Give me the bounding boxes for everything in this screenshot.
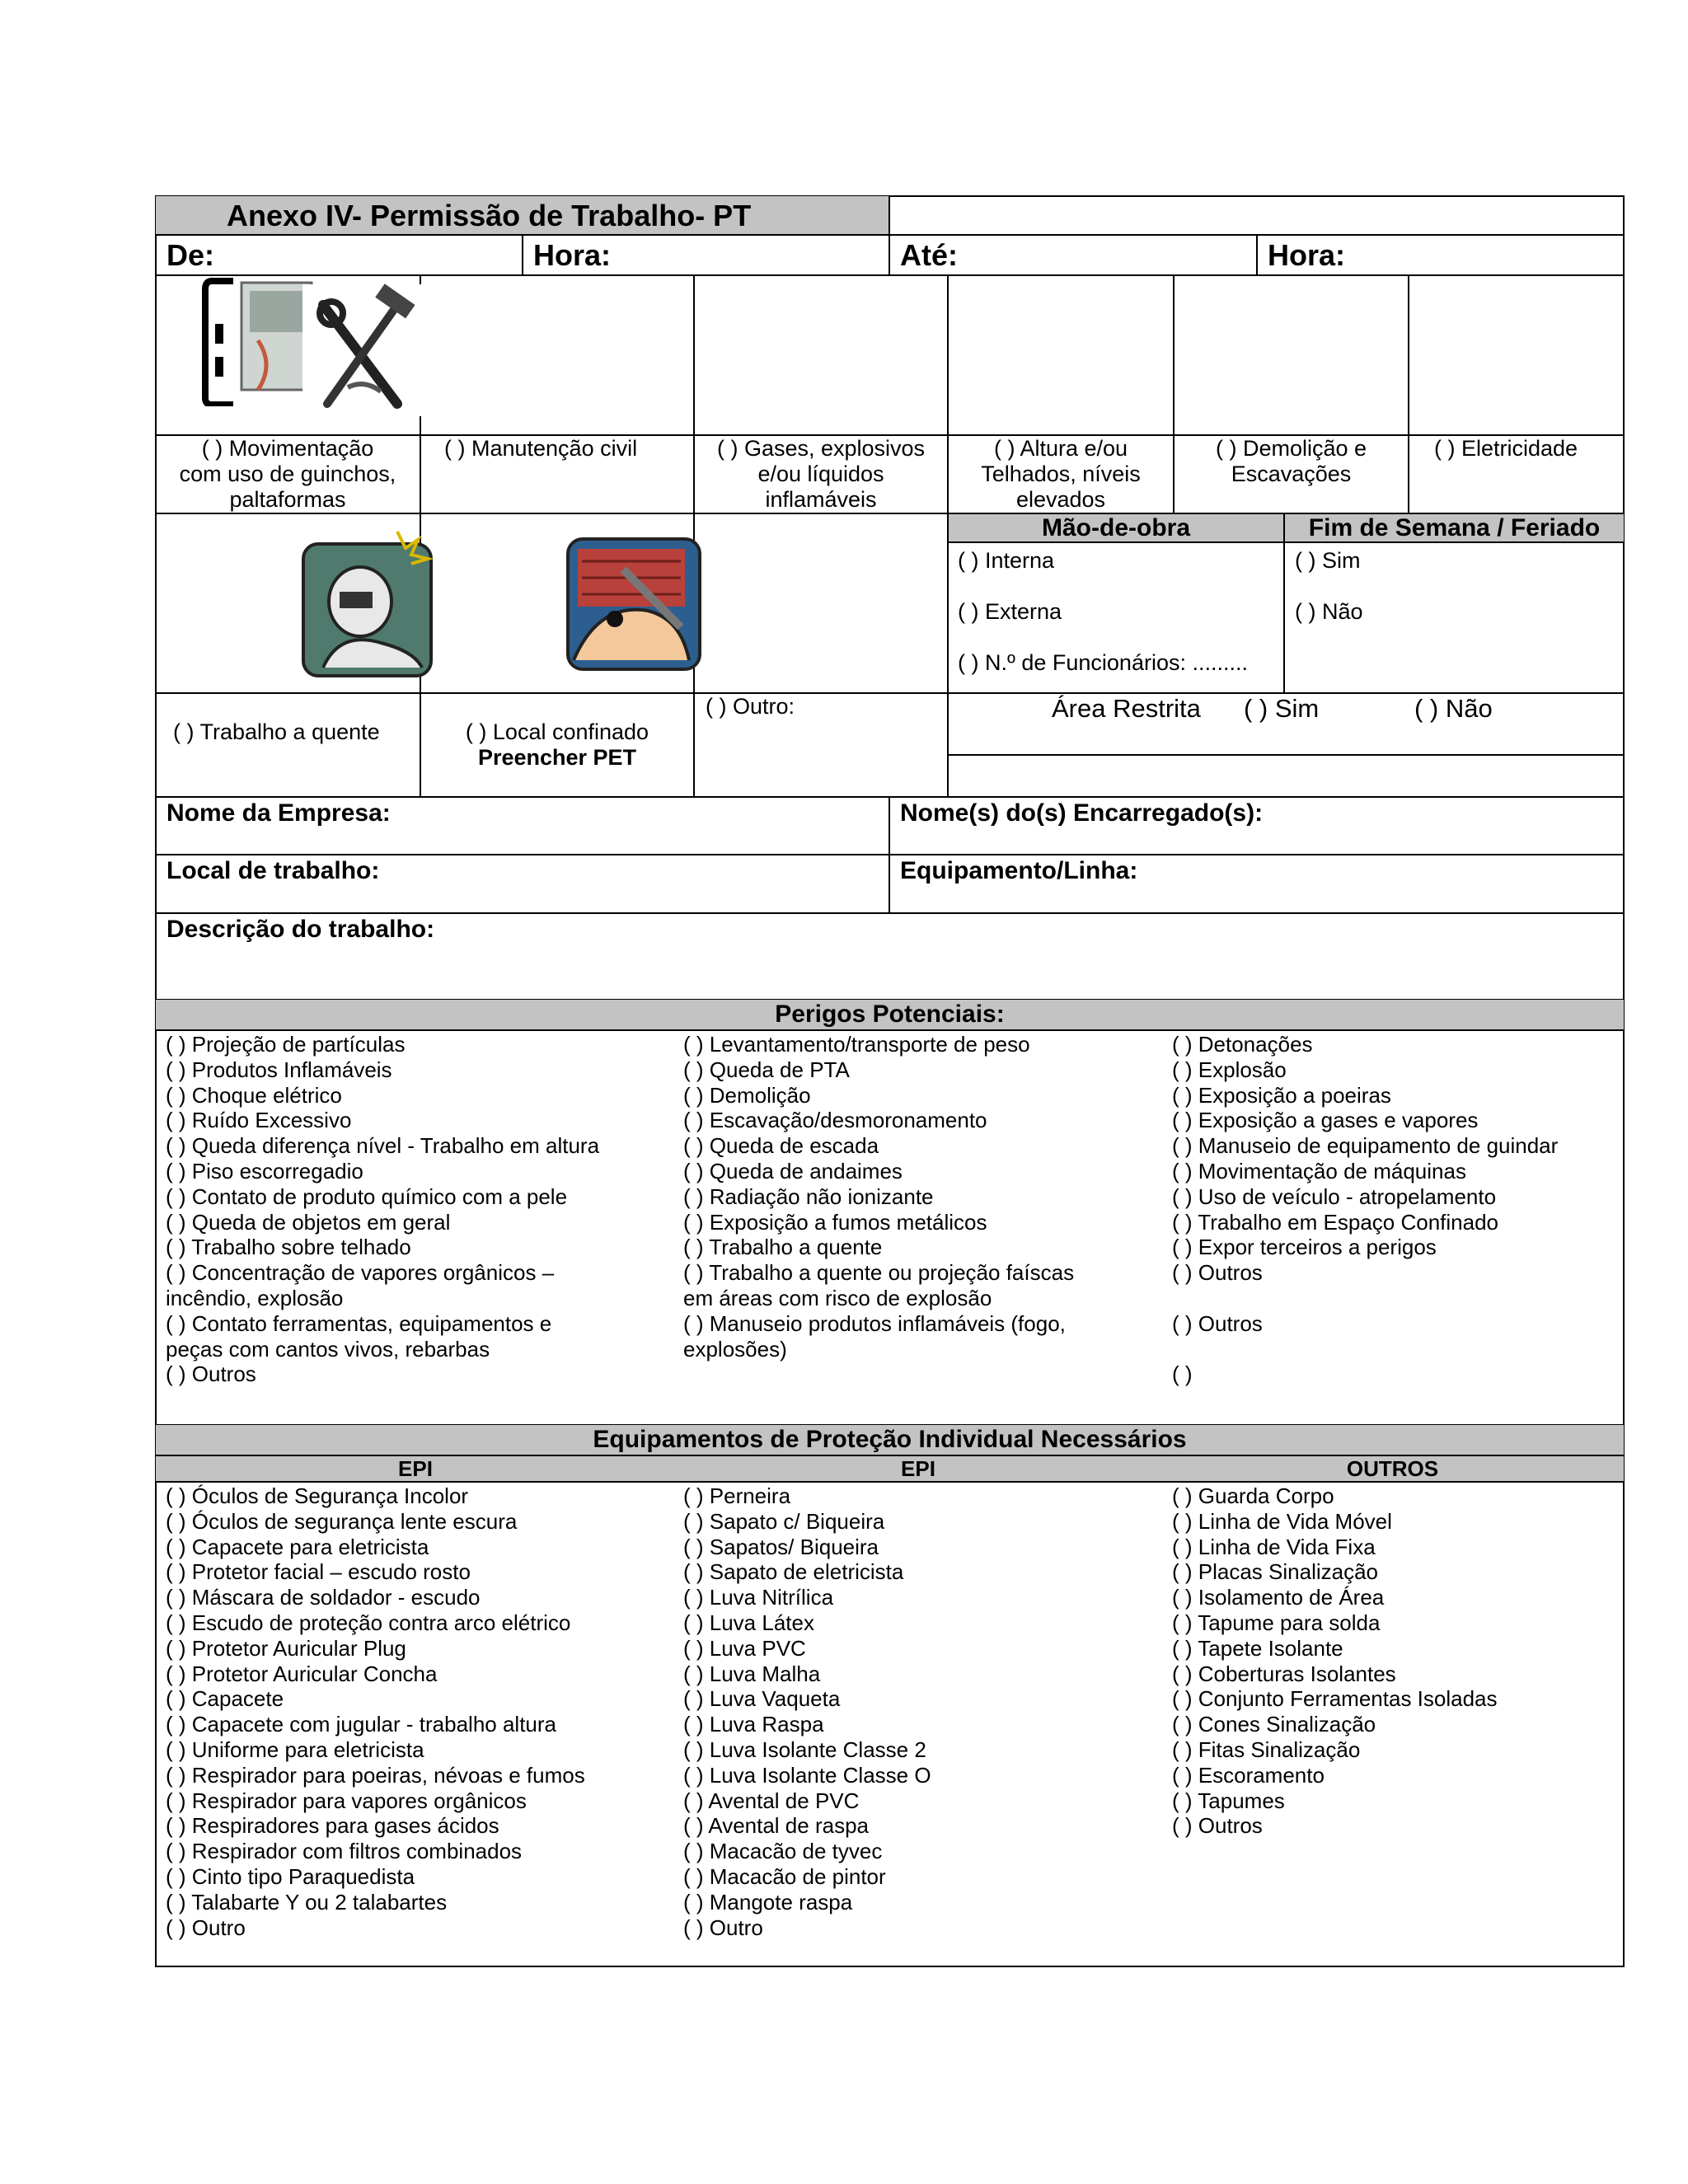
epi-item: ( ) Óculos de Segurança Incolor bbox=[166, 1483, 469, 1508]
epi-item: ( ) Luva Nitrílica bbox=[683, 1585, 834, 1610]
epi-item: ( ) Sapato de eletricista bbox=[683, 1559, 904, 1585]
epi-item: ( ) Avental de PVC bbox=[683, 1788, 860, 1813]
hazard-item: ( ) Contato ferramentas, equipamentos e bbox=[166, 1310, 552, 1336]
area-restrita-nao: ( ) Não bbox=[1414, 694, 1493, 723]
epi-item: ( ) Conjunto Ferramentas Isoladas bbox=[1172, 1686, 1498, 1712]
area-restrita-sim: ( ) Sim bbox=[1244, 694, 1320, 723]
epi-item: ( ) Outros bbox=[1172, 1813, 1263, 1839]
hazard-item: peças com cantos vivos, rebarbas bbox=[166, 1336, 490, 1361]
epi-item: ( ) Luva Isolante Classe O bbox=[683, 1762, 931, 1788]
activity-altura-label-3: elevados bbox=[1015, 487, 1106, 512]
hazard-item: ( ) Exposição a fumos metálicos bbox=[683, 1209, 987, 1235]
page-title: Anexo IV- Permissão de Trabalho- PT bbox=[227, 199, 752, 232]
epi-item: ( ) Tapete Isolante bbox=[1172, 1635, 1343, 1661]
label-de: De: bbox=[166, 238, 215, 272]
epi-item: ( ) Respirador com filtros combinados bbox=[166, 1839, 523, 1864]
hazard-item: ( ) Manuseio produtos inflamáveis (fogo, bbox=[683, 1310, 1066, 1336]
epi-item: ( ) Escoramento bbox=[1172, 1762, 1325, 1788]
epi-item: ( ) Placas Sinalização bbox=[1172, 1559, 1378, 1585]
hazard-item: ( ) Uso de veículo - atropelamento bbox=[1172, 1183, 1497, 1209]
epi-item: ( ) Protetor Auricular Concha bbox=[166, 1661, 438, 1686]
epi-item: ( ) Respirador para vapores orgânicos bbox=[166, 1788, 527, 1813]
epi-item: ( ) Luva Látex bbox=[683, 1610, 814, 1635]
epi-item: ( ) Perneira bbox=[683, 1483, 791, 1508]
epi-col3-head: OUTROS bbox=[1346, 1456, 1439, 1481]
hazard-item: ( ) Contato de produto químico com a pele bbox=[166, 1183, 568, 1209]
epi-item: ( ) Sapatos/ Biqueira bbox=[683, 1534, 879, 1559]
activity-altura-label-1: ( ) Altura e/ou bbox=[993, 436, 1128, 461]
confined-space-icon bbox=[565, 537, 706, 673]
hazard-item: ( ) Escavação/desmoronamento bbox=[683, 1108, 987, 1133]
mao-de-obra-funcionarios: ( ) N.º de Funcionários: ......... bbox=[958, 650, 1248, 675]
epi-item: ( ) Protetor Auricular Plug bbox=[166, 1635, 406, 1661]
activity-gases-label-2: e/ou líquidos bbox=[757, 462, 884, 486]
fim-de-semana-nao: ( ) Não bbox=[1295, 599, 1363, 624]
epi-item: ( ) Guarda Corpo bbox=[1172, 1483, 1334, 1508]
hazard-item: ( ) Queda de objetos em geral bbox=[166, 1209, 451, 1235]
hazard-item: ( ) Outros bbox=[1172, 1260, 1263, 1286]
activity-demolicao-label-2: Escavações bbox=[1231, 462, 1352, 486]
epi-item: ( ) Linha de Vida Fixa bbox=[1172, 1534, 1376, 1559]
activity-local-confinado-note: Preencher PET bbox=[477, 745, 637, 770]
hazard-item: ( ) Trabalho em Espaço Confinado bbox=[1172, 1209, 1498, 1235]
hazard-item: ( ) Queda de PTA bbox=[683, 1057, 850, 1082]
hazard-item: ( ) Radiação não ionizante bbox=[683, 1183, 934, 1209]
perigos-title: Perigos Potenciais: bbox=[775, 1001, 1005, 1028]
epi-title: Equipamentos de Proteção Individual Necessários bbox=[593, 1426, 1187, 1453]
epi-col1-head: EPI bbox=[398, 1456, 433, 1481]
hazard-item: ( ) Concentração de vapores orgânicos – bbox=[166, 1260, 555, 1286]
hazard-item: ( ) Outros bbox=[1172, 1310, 1263, 1336]
activity-demolicao-label-1: ( ) Demolição e bbox=[1215, 436, 1367, 461]
fim-de-semana-sim: ( ) Sim bbox=[1295, 548, 1361, 573]
field-equipamento-linha: Equipamento/Linha: bbox=[900, 857, 1138, 884]
epi-item: ( ) Máscara de soldador - escudo bbox=[166, 1585, 481, 1610]
hazard-item: ( ) Expor terceiros a perigos bbox=[1172, 1235, 1437, 1260]
activity-trabalho-quente-label: ( ) Trabalho a quente bbox=[173, 719, 380, 744]
hazard-item: ( ) Outros bbox=[166, 1361, 256, 1387]
mao-de-obra-title: Mão-de-obra bbox=[1042, 514, 1190, 541]
epi-item: ( ) Macacão de pintor bbox=[683, 1864, 886, 1889]
epi-item: ( ) Talabarte Y ou 2 talabartes bbox=[166, 1889, 448, 1915]
epi-item: ( ) Escudo de proteção contra arco elétrico bbox=[166, 1610, 571, 1635]
activity-movimentacao-label-3: paltaformas bbox=[229, 487, 346, 512]
hazard-item: explosões) bbox=[683, 1336, 787, 1361]
hazard-item: ( ) Movimentação de máquinas bbox=[1172, 1159, 1466, 1183]
epi-item: ( ) Avental de raspa bbox=[683, 1813, 869, 1839]
hazard-item: ( ) Trabalho a quente ou projeção faíscas bbox=[683, 1260, 1075, 1286]
hazard-item: ( ) Queda de andaimes bbox=[683, 1159, 903, 1183]
field-encarregado: Nome(s) do(s) Encarregado(s): bbox=[900, 799, 1264, 827]
epi-item: ( ) Luva Vaqueta bbox=[683, 1686, 841, 1712]
hazard-item: ( ) Manuseio de equipamento de guindar bbox=[1172, 1133, 1559, 1159]
activity-manutencao-label: ( ) Manutenção civil bbox=[444, 436, 638, 461]
epi-item: ( ) Cones Sinalização bbox=[1172, 1712, 1376, 1737]
activity-movimentacao-label-2: com uso de guinchos, bbox=[179, 462, 396, 486]
hazard-item: incêndio, explosão bbox=[166, 1286, 344, 1310]
mao-de-obra-interna: ( ) Interna bbox=[958, 548, 1055, 573]
epi-item: ( ) Capacete para eletricista bbox=[166, 1534, 429, 1559]
mao-de-obra-externa: ( ) Externa bbox=[958, 599, 1062, 624]
hazard-item: ( ) Levantamento/transporte de peso bbox=[683, 1032, 1030, 1057]
epi-item: ( ) Luva Malha bbox=[683, 1661, 821, 1686]
hazard-item: ( ) Detonações bbox=[1172, 1032, 1313, 1057]
epi-item: ( ) Fitas Sinalização bbox=[1172, 1737, 1361, 1762]
activity-eletricidade-label: ( ) Eletricidade bbox=[1434, 436, 1578, 461]
hazard-item: ( ) Projeção de partículas bbox=[166, 1032, 406, 1057]
epi-item: ( ) Respiradores para gases ácidos bbox=[166, 1813, 499, 1839]
label-hora-end: Hora: bbox=[1268, 238, 1346, 272]
epi-item: ( ) Luva PVC bbox=[683, 1635, 806, 1661]
epi-item: ( ) Tapume para solda bbox=[1172, 1610, 1381, 1635]
epi-item: ( ) Uniforme para eletricista bbox=[166, 1737, 424, 1762]
tools-icon bbox=[298, 280, 426, 420]
hazard-item: em áreas com risco de explosão bbox=[683, 1286, 992, 1310]
label-hora-start: Hora: bbox=[533, 238, 612, 272]
epi-item: ( ) Capacete com jugular - trabalho altura bbox=[166, 1712, 557, 1737]
epi-item: ( ) Cinto tipo Paraquedista bbox=[166, 1864, 415, 1889]
epi-item: ( ) Capacete bbox=[166, 1686, 284, 1712]
epi-item: ( ) Isolamento de Área bbox=[1172, 1585, 1385, 1610]
hazard-item: ( ) Exposição a poeiras bbox=[1172, 1082, 1391, 1108]
epi-item: ( ) Luva Isolante Classe 2 bbox=[683, 1737, 926, 1762]
hazard-item: ( ) Choque elétrico bbox=[166, 1082, 342, 1108]
epi-item: ( ) Macacão de tyvec bbox=[683, 1839, 883, 1864]
hazard-item: ( ) Demolição bbox=[683, 1082, 811, 1108]
epi-item: ( ) Sapato c/ Biqueira bbox=[683, 1508, 885, 1534]
welder-icon bbox=[298, 527, 438, 680]
hazard-item: ( ) Trabalho a quente bbox=[683, 1235, 883, 1260]
epi-item: ( ) Óculos de segurança lente escura bbox=[166, 1508, 518, 1534]
activity-altura-label-2: Telhados, níveis bbox=[981, 462, 1141, 486]
activity-outro-label: ( ) Outro: bbox=[706, 694, 795, 719]
epi-item: ( ) Linha de Vida Móvel bbox=[1172, 1508, 1392, 1534]
epi-item: ( ) Protetor facial – escudo rosto bbox=[166, 1559, 471, 1585]
hazard-item: ( ) Queda de escada bbox=[683, 1133, 879, 1159]
activity-movimentacao-label-1: ( ) Movimentação bbox=[201, 436, 374, 461]
hazard-item: ( ) bbox=[1172, 1361, 1193, 1387]
epi-item: ( ) Mangote raspa bbox=[683, 1889, 853, 1915]
epi-item: ( ) Outro bbox=[683, 1915, 763, 1940]
hazard-item: ( ) Queda diferença nível - Trabalho em altura bbox=[166, 1133, 600, 1159]
epi-col2-head: EPI bbox=[901, 1456, 935, 1481]
epi-item: ( ) Coberturas Isolantes bbox=[1172, 1661, 1396, 1686]
field-nome-empresa: Nome da Empresa: bbox=[166, 799, 391, 827]
activity-local-confinado-label: ( ) Local confinado bbox=[465, 719, 649, 744]
hazard-item: ( ) Exposição a gases e vapores bbox=[1172, 1108, 1479, 1133]
fim-de-semana-title: Fim de Semana / Feriado bbox=[1308, 514, 1601, 541]
hazard-item: ( ) Ruído Excessivo bbox=[166, 1108, 352, 1133]
field-local-trabalho: Local de trabalho: bbox=[166, 857, 380, 884]
epi-item: ( ) Respirador para poeiras, névoas e fumos bbox=[166, 1762, 585, 1788]
hazard-item: ( ) Piso escorregadio bbox=[166, 1159, 363, 1183]
epi-item: ( ) Tapumes bbox=[1172, 1788, 1285, 1813]
field-descricao-trabalho: Descrição do trabalho: bbox=[166, 916, 435, 943]
epi-item: ( ) Luva Raspa bbox=[683, 1712, 824, 1737]
label-ate: Até: bbox=[900, 238, 958, 272]
hazard-item: ( ) Produtos Inflamáveis bbox=[166, 1057, 392, 1082]
hazard-item: ( ) Explosão bbox=[1172, 1057, 1287, 1082]
hazard-item: ( ) Trabalho sobre telhado bbox=[166, 1235, 411, 1260]
area-restrita-label: Área Restrita bbox=[1052, 694, 1201, 723]
epi-item: ( ) Outro bbox=[166, 1915, 246, 1940]
activity-gases-label-1: ( ) Gases, explosivos bbox=[716, 436, 926, 461]
activity-gases-label-3: inflamáveis bbox=[765, 487, 877, 512]
